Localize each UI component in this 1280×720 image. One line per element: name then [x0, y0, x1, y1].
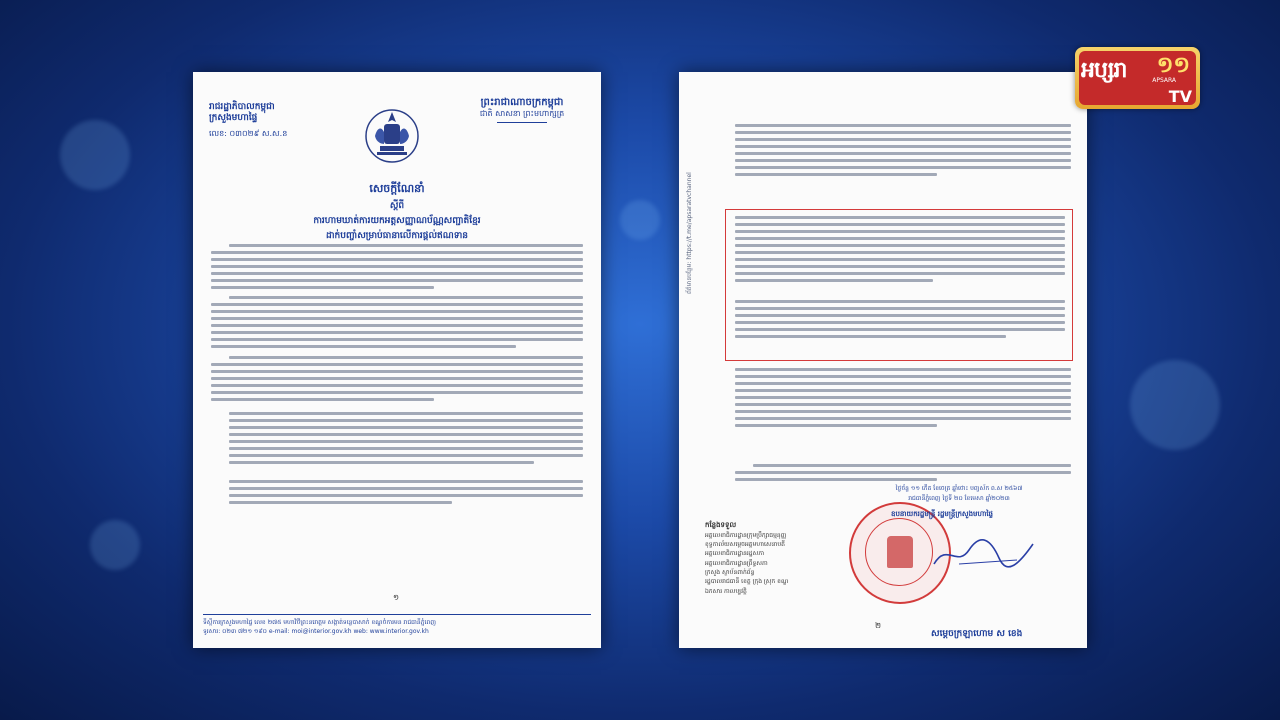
- date-block: [849, 484, 1069, 503]
- lunar-date: ថ្ងៃច័ន្ទ ១១ កើត ខែចេត្រ ឆ្នាំថោះ បញ្ចស័ក ព.ស ២៥៦៧: [895, 485, 1023, 492]
- numbered-item-6: [735, 368, 1071, 431]
- page-number: ២: [875, 621, 882, 630]
- document-subtitle-word: ស្តីពី: [389, 201, 405, 211]
- government-name: រាជរដ្ឋាភិបាលកម្ពុជា: [209, 102, 275, 112]
- numbered-item-4: [735, 216, 1065, 286]
- numbered-item-1: [211, 412, 583, 468]
- numbered-item-2: [211, 480, 583, 508]
- royal-emblem-icon: [363, 106, 421, 164]
- logo-khmer-text: អប្សរា: [1081, 58, 1127, 83]
- recipient-item: អគ្គលេខាធិការដ្ឋានក្រុមប្រឹក្សាធម្មនុញ្ញ: [705, 531, 787, 539]
- kingdom-name: ព្រះរាជាណាចក្រកម្ពុជា: [480, 97, 564, 108]
- body-paragraph-1: [211, 244, 583, 293]
- closing-paragraph: [735, 464, 1071, 485]
- national-motto: ជាតិ សាសនា ព្រះមហាក្សត្រ: [479, 109, 565, 118]
- document-title: សេចក្តីណែនាំ: [369, 182, 425, 195]
- recipient-item: អគ្គលេខាធិការដ្ឋានរដ្ឋសភា: [705, 550, 765, 558]
- signer-title: ឧបនាយករដ្ឋមន្ត្រី រដ្ឋមន្ត្រីក្រសួងមហាផ្ទៃ: [891, 510, 994, 518]
- reference-number: លេខ: ០៣០២៩ ស.ស.ន: [209, 128, 288, 138]
- apsara-tv-logo: [1075, 47, 1200, 109]
- numbered-item-5: [735, 300, 1065, 342]
- kingdom-header: [457, 96, 587, 123]
- ministry-name: ក្រសួងមហាផ្ទៃ: [209, 113, 258, 124]
- document-subject-line-2: ដាក់បញ្ចាំសម្រាប់ធានាលើការផ្តល់ឥណទាន: [325, 231, 469, 241]
- footer-address: ទីស្តីការក្រសួងមហាផ្ទៃ លេខ ២៧៥ មហាវិថីព្រះនរោត្តម សង្កាត់ទន្លេបាសាក់ ខណ្ឌចំការមន រាជធានីភ្នំពេញ: [203, 619, 436, 627]
- recipient-item: រដ្ឋបាលរាជធានី ខេត្ត ក្រុង ស្រុក ខណ្ឌ: [705, 578, 789, 586]
- recipients-heading: កន្លែងទទួល: [705, 521, 737, 529]
- recipients-list: [705, 520, 825, 596]
- place-date: រាជធានីភ្នំពេញ ថ្ងៃទី ២០ ខែមេសា ឆ្នាំ២០២៣: [908, 494, 1010, 502]
- recipient-item: ខុទ្ទកាល័យសម្តេចអគ្គមហាសេនាបតី: [705, 541, 785, 549]
- numbered-item-3: [735, 124, 1071, 180]
- footer-contact: ទូរសារ: ០២៣ ៧២១ ១៩០ e-mail: moi@interior.gov.kh web: www.interior.gov.kh: [203, 627, 429, 635]
- document-subject-line-1: ការហាមឃាត់ការយកអត្តសញ្ញាណប័ណ្ណសញ្ជាតិខ្មែរ: [313, 216, 481, 226]
- logo-tv-text: TV: [1168, 87, 1192, 106]
- body-paragraph-3: [211, 356, 583, 405]
- side-note: ព័ត៌មានបន្ថែម: https://t.me/apsaratvchannel: [686, 172, 693, 294]
- signature-icon: [929, 534, 1039, 574]
- document-page-1: [193, 72, 601, 648]
- motto-divider: [497, 122, 547, 123]
- background-bokeh: [1130, 360, 1220, 450]
- recipient-item: ឯកសារ កាលប្បវត្តិ: [705, 587, 747, 595]
- recipient-item: ក្រសួង ស្ថាប័នពាក់ព័ន្ធ: [705, 569, 755, 577]
- body-paragraph-2: [211, 296, 583, 352]
- document-title-block: [233, 182, 561, 243]
- background-bokeh: [90, 520, 140, 570]
- signer-name: សម្តេចក្រឡាហោម ស ខេង: [931, 629, 1023, 639]
- background-bokeh: [620, 200, 660, 240]
- document-page-2: [679, 72, 1087, 648]
- logo-channel-number: ១១: [1156, 53, 1190, 78]
- background-bokeh: [60, 120, 130, 190]
- recipient-item: អគ្គលេខាធិការដ្ឋានព្រឹទ្ធសភា: [705, 559, 768, 567]
- ministry-header: [209, 102, 305, 139]
- page-number: ១: [393, 593, 400, 602]
- logo-subtitle: APSARA: [1152, 77, 1176, 84]
- document-footer: [203, 614, 591, 636]
